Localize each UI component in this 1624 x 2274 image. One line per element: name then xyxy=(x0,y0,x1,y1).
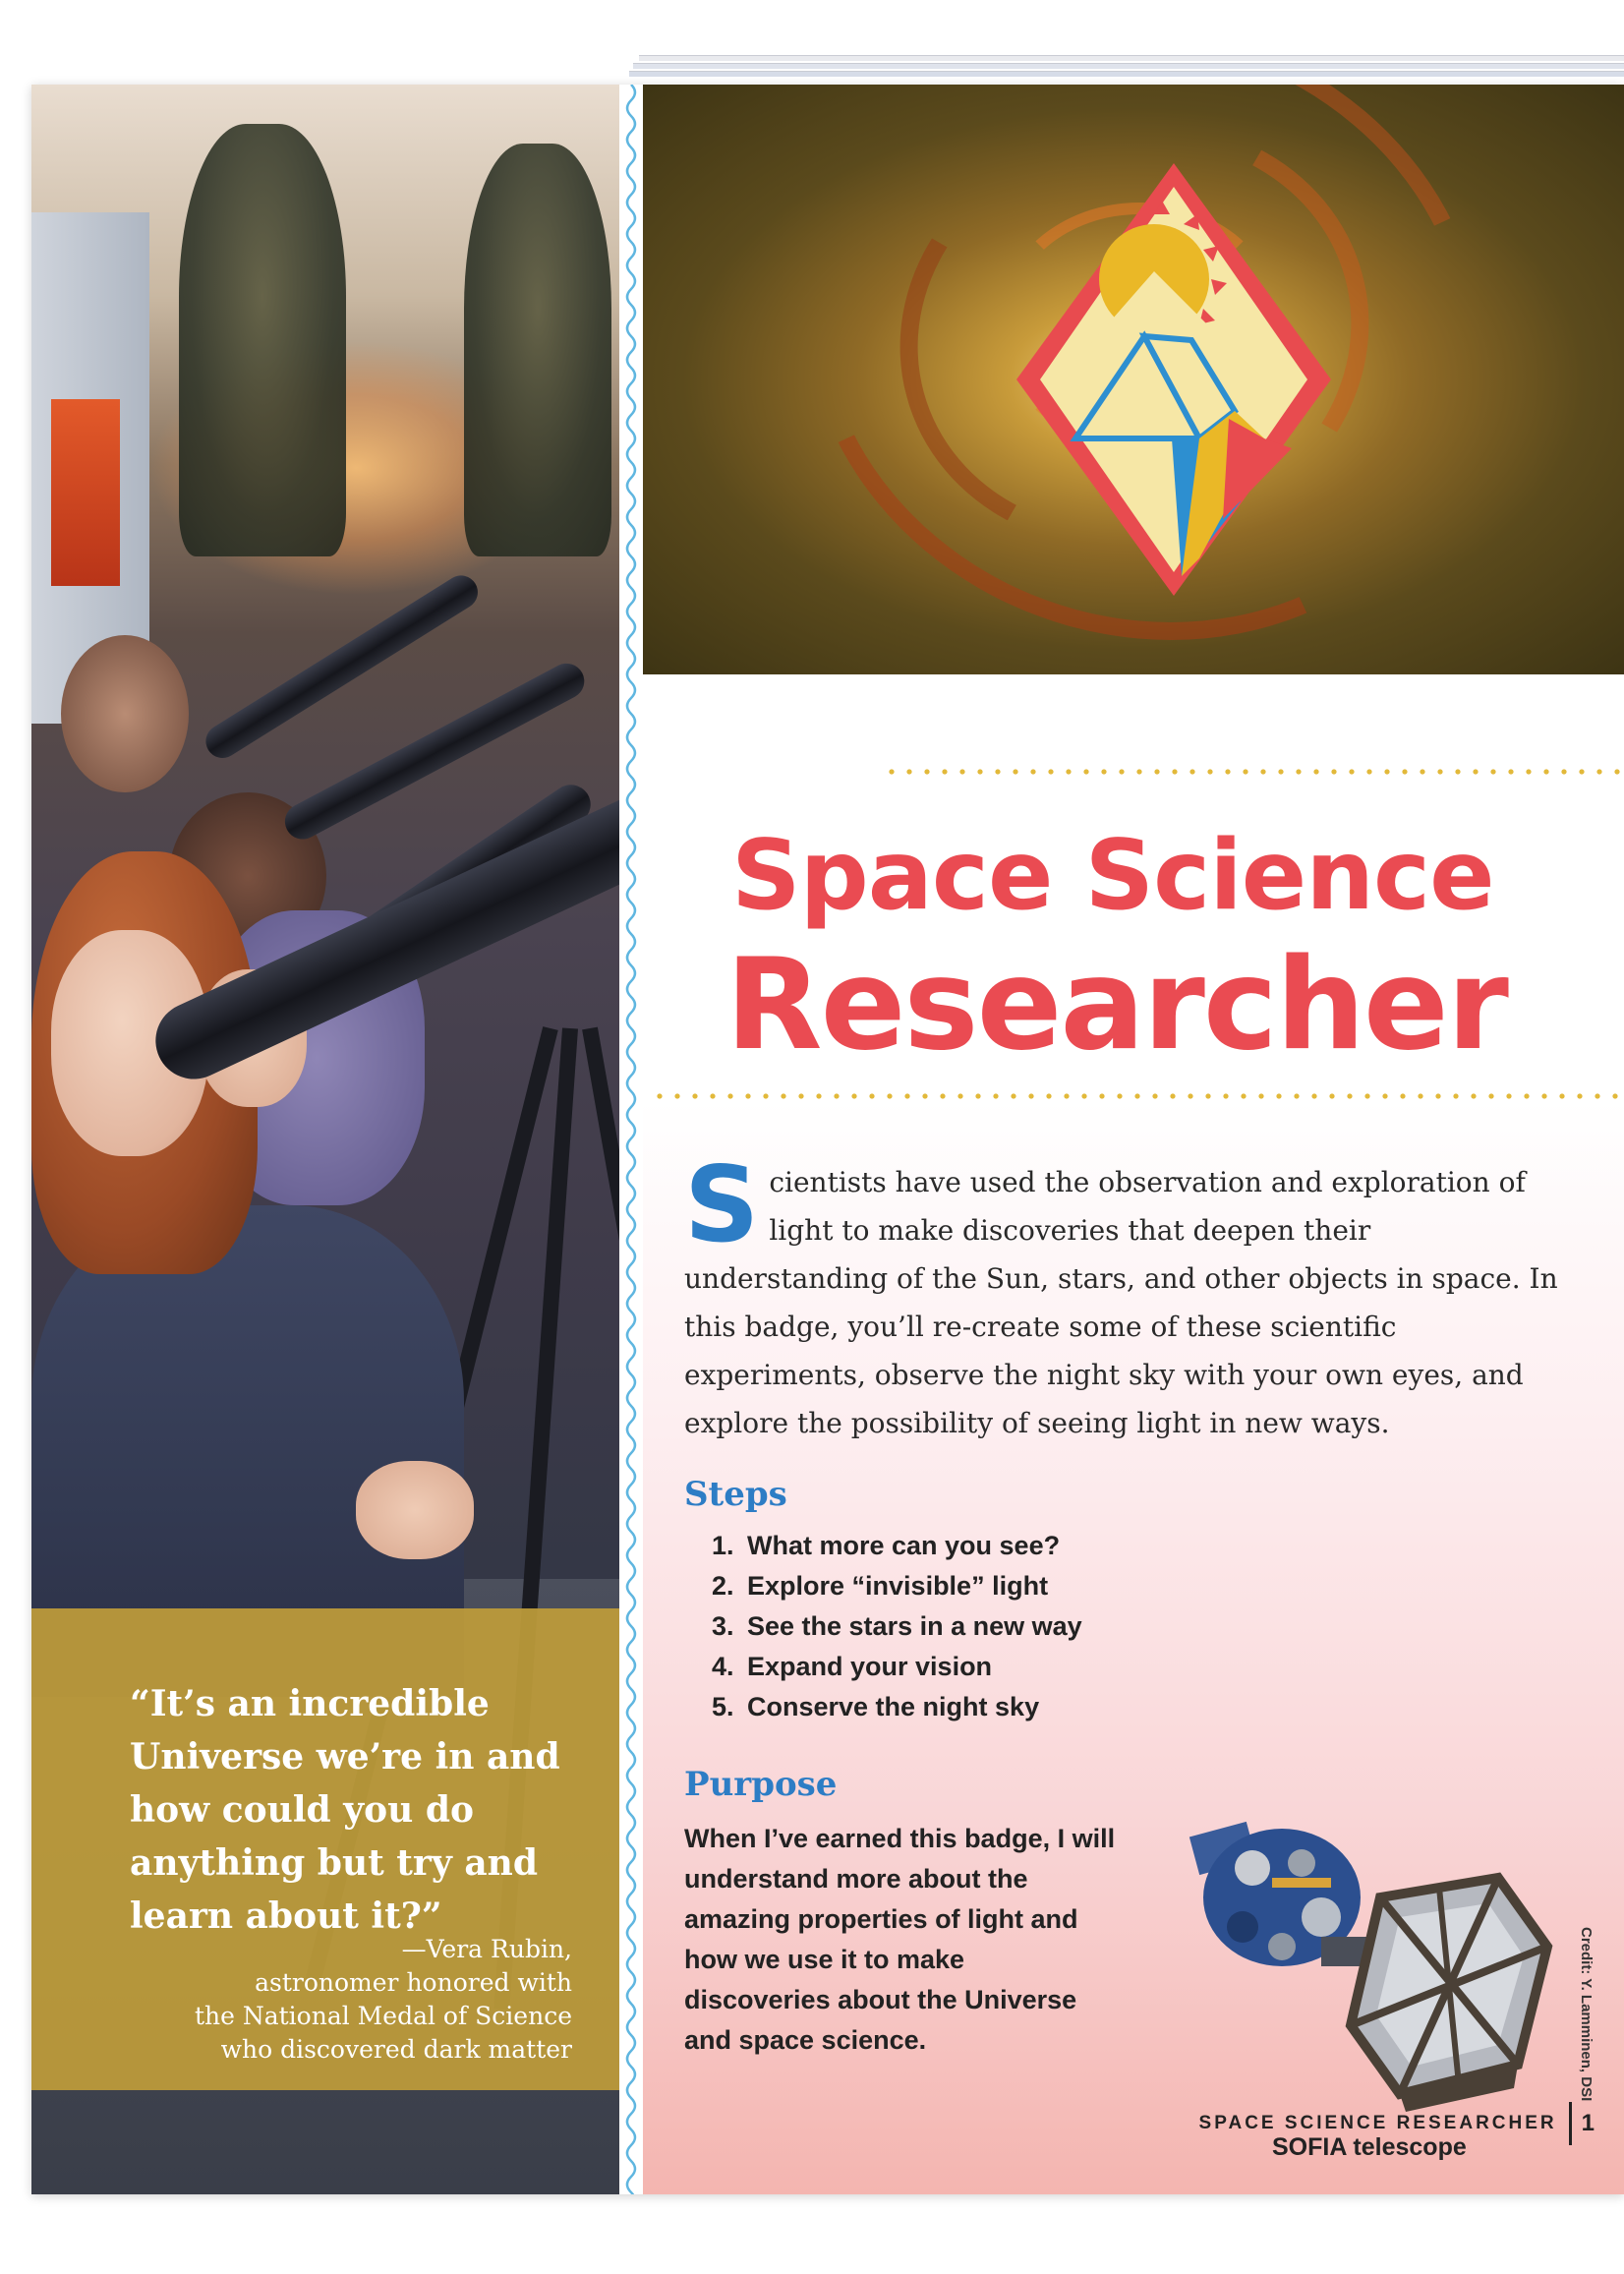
page-title-line-1: Space Science xyxy=(731,820,1494,932)
quote-attr-line-3: who discovered dark matter xyxy=(220,2035,572,2064)
body-area xyxy=(643,1101,1624,2194)
footer-label: SPACE SCIENCE RESEARCHER xyxy=(1198,2113,1557,2133)
quote-attr-line-1: astronomer honored with xyxy=(255,1968,572,1997)
dotted-rule-bottom xyxy=(651,1093,1624,1099)
image-caption: SOFIA telescope xyxy=(1272,2133,1467,2161)
dotted-rule-top xyxy=(883,769,1624,775)
page-number: 1 xyxy=(1581,2110,1595,2136)
step-item: 5. Conserve the night sky xyxy=(712,1692,1040,1721)
steps-list xyxy=(712,1526,1082,1727)
stargazing-photo xyxy=(31,85,619,2194)
quote-attribution xyxy=(140,1933,572,2067)
quote-box xyxy=(31,1608,619,2090)
footer-divider xyxy=(1569,2102,1572,2145)
galaxy-image xyxy=(643,85,1624,674)
intro-text: cientists have used the observation and exploration of light to make discoveries that deepen their understanding of the Sun, stars, and other objects in space. In this badge, you’ll re-create some of these scientific experiments, observe the night sky with your own eyes, and explore the possibility of seeing light in new ways. xyxy=(684,1166,1558,1439)
quote-author: —Vera Rubin, xyxy=(401,1935,572,1963)
quote-attr-line-2: the National Medal of Science xyxy=(194,2002,572,2030)
quote-text: “It’s an incredible Universe we’re in and how could you do anything but try and learn about it?” xyxy=(130,1683,560,1937)
step-item: 3. See the stars in a new way xyxy=(712,1611,1082,1641)
page-title-line-2: Researcher xyxy=(725,932,1507,1079)
sofia-telescope-image xyxy=(1174,1809,1567,2124)
space-science-researcher-badge-icon xyxy=(1007,153,1341,606)
step-item: 2. Explore “invisible” light xyxy=(712,1571,1049,1601)
step-item: 4. Expand your vision xyxy=(712,1652,993,1681)
steps-heading: Steps xyxy=(684,1475,787,1514)
purpose-text: When I’ve earned this badge, I will understand more about the amazing properties of light and how we use it to make discoveries about the Universe and space science. xyxy=(684,1824,1116,2055)
document-page xyxy=(31,85,1624,2194)
photo-credit: Credit: Y. Lamminen, DSI xyxy=(1578,1927,1595,2102)
drop-cap: S xyxy=(684,1144,760,1265)
intro-paragraph xyxy=(684,1144,1569,1447)
wavy-divider xyxy=(619,85,643,2194)
step-item: 1. What more can you see? xyxy=(712,1531,1061,1560)
purpose-heading: Purpose xyxy=(684,1765,838,1804)
page-footer xyxy=(1199,2102,1595,2145)
